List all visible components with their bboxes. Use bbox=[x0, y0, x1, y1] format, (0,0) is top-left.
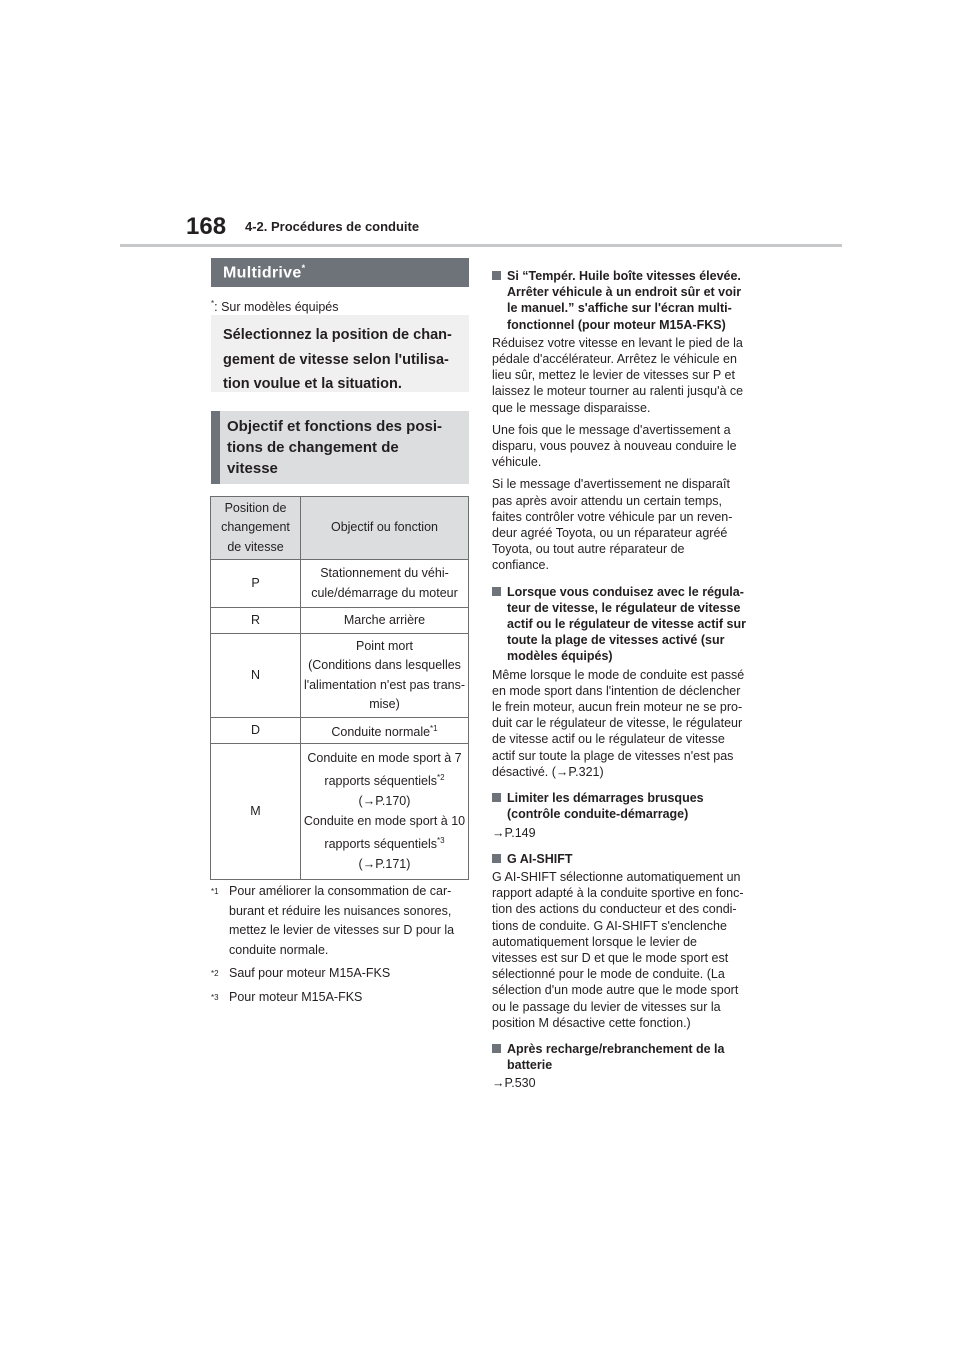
subheading-line: Après recharge/rebranchement de la bbox=[507, 1041, 725, 1056]
header-position-line: de vitesse bbox=[227, 539, 284, 554]
table-row bbox=[211, 744, 469, 880]
page-ref: (→P.171) bbox=[358, 856, 411, 871]
subheading-line: fonctionnel (pour moteur M15A-FKS) bbox=[507, 317, 726, 332]
text-line: laissez le moteur tourner au ralenti jusqu'à ce bbox=[492, 384, 744, 399]
table-row bbox=[211, 608, 469, 634]
subheading-oil-temp bbox=[492, 268, 750, 333]
function-line: cule/démarrage du moteur bbox=[311, 585, 458, 600]
footnote-ref: *1 bbox=[430, 723, 438, 733]
function-cell bbox=[301, 560, 469, 608]
subheading-line: G AI-SHIFT bbox=[507, 851, 573, 866]
text-line: lieu sûr, mettez le levier de vitesses sur P et bbox=[492, 368, 735, 383]
footnote-ref: *3 bbox=[437, 836, 445, 845]
intro-box bbox=[211, 315, 469, 392]
footnote-line: Sauf pour moteur M15A-FKS bbox=[229, 966, 391, 980]
text-line: actif sur toute la plage de vitesses n'est pas bbox=[492, 748, 734, 763]
function-cell bbox=[301, 718, 469, 744]
function-line: l'alimentation n'est pas trans- bbox=[303, 677, 466, 692]
function-line: Stationnement du véhi- bbox=[320, 566, 449, 580]
function-line: mise) bbox=[369, 697, 400, 711]
text-line: Toyota, ou tout autre réparateur de bbox=[492, 542, 685, 557]
footnote-line: mettez le levier de vitesses sur D pour la bbox=[229, 923, 455, 937]
footnote-line: conduite normale. bbox=[229, 942, 329, 957]
text-line: vitesses est sur D et que le mode sport est bbox=[492, 950, 729, 965]
page-number: 168 bbox=[186, 213, 227, 240]
position-cell: M bbox=[211, 744, 301, 880]
footnote bbox=[211, 988, 469, 1008]
text-line: position M désactive cette fonction.) bbox=[492, 1015, 691, 1030]
position-cell: R bbox=[211, 608, 301, 634]
footnote-line: Pour améliorer la consommation de car- bbox=[229, 884, 452, 898]
table-row bbox=[211, 634, 469, 718]
function-line bbox=[303, 831, 466, 855]
footnote-line: Pour moteur M15A-FKS bbox=[229, 989, 363, 1004]
intro-line: tion voulue et la situation. bbox=[223, 376, 402, 392]
subheading-battery bbox=[492, 1041, 750, 1073]
header-position-line: Position de bbox=[224, 500, 287, 515]
function-line bbox=[303, 768, 466, 792]
shift-position-table bbox=[210, 496, 469, 880]
subsection-line: vitesse bbox=[227, 460, 278, 477]
intro-line: Sélectionnez la position de chan- bbox=[223, 327, 452, 343]
subheading-line: teur de vitesse, le régulateur de vitesse bbox=[507, 600, 741, 615]
equip-note-text: : Sur modèles équipés bbox=[214, 300, 339, 315]
subheading-line: (contrôle conduite-démarrage) bbox=[507, 807, 689, 822]
footnote-ref: *2 bbox=[437, 773, 445, 783]
text-line: disparu, vous pouvez à nouveau conduire le bbox=[492, 439, 737, 454]
position-cell: P bbox=[211, 560, 301, 608]
text-line: confiance. bbox=[492, 558, 549, 573]
function-text: Conduite normale bbox=[331, 724, 431, 739]
text-line: tions de conduite. G AI-SHIFT s'enclenche bbox=[492, 918, 727, 933]
paragraph bbox=[492, 422, 750, 471]
subheading-line: modèles équipés) bbox=[507, 649, 613, 664]
table-row bbox=[211, 718, 469, 744]
subheading-line: Limiter les démarrages brusques bbox=[507, 791, 704, 806]
header-function: Objectif ou fonction bbox=[301, 497, 469, 560]
subheading-cruise-control bbox=[492, 584, 750, 665]
main-heading-text: Multidrive bbox=[223, 264, 302, 282]
subheading-line: batterie bbox=[507, 1058, 553, 1073]
square-bullet-icon bbox=[492, 793, 501, 802]
position-cell: D bbox=[211, 718, 301, 744]
text-line: tion des actions du conducteur et des condi- bbox=[492, 902, 737, 917]
right-column bbox=[492, 268, 750, 1098]
function-cell: Marche arrière bbox=[301, 608, 469, 634]
table-header-row bbox=[211, 497, 469, 560]
text-line: pas après avoir attendu un certain temps, bbox=[492, 493, 722, 508]
text-line: Réduisez votre vitesse en levant le pied de la bbox=[492, 335, 743, 350]
main-heading-mark: * bbox=[301, 263, 306, 273]
subheading-line: Si “Tempér. Huile boîte vitesses élevée. bbox=[507, 269, 741, 283]
function-text: rapports séquentiels bbox=[324, 774, 437, 789]
footnote bbox=[211, 882, 469, 960]
main-heading bbox=[211, 258, 469, 287]
text-line: pédale d'accélérateur. Arrêtez le véhicule en bbox=[492, 352, 737, 367]
square-bullet-icon bbox=[492, 854, 501, 863]
function-text: rapports séquentiels bbox=[324, 837, 437, 852]
text-line: véhicule. bbox=[492, 455, 542, 470]
page-ref: (→P.170) bbox=[358, 794, 411, 808]
text-line: le frein moteur, aucun frein moteur ne se pro- bbox=[492, 700, 743, 715]
square-bullet-icon bbox=[492, 271, 501, 280]
text-line: rapport adapté à la conduite sportive en fonc- bbox=[492, 886, 744, 901]
text-line: G AI-SHIFT sélectionne automatiquement un bbox=[492, 869, 741, 884]
table-row bbox=[211, 560, 469, 608]
text-line: désactivé. (→P.321) bbox=[492, 764, 604, 779]
function-line: Conduite en mode sport à 7 bbox=[307, 750, 462, 765]
footnote-mark: *2 bbox=[211, 969, 219, 978]
header-rule bbox=[120, 244, 842, 247]
text-line: de vitesse actif ou le régulateur de vitesse bbox=[492, 732, 725, 747]
subsection-heading bbox=[211, 411, 469, 484]
footnote bbox=[211, 964, 469, 984]
subheading-line: le manuel.” s'affiche sur l'écran multi- bbox=[507, 301, 732, 316]
page-ref: →P.149 bbox=[492, 825, 536, 840]
subheading-line: Arrêter véhicule à un endroit sûr et voir bbox=[507, 285, 742, 300]
position-cell: N bbox=[211, 634, 301, 718]
text-line: sélectionné pour le mode de conduite. (La bbox=[492, 967, 725, 982]
subsection-line: Objectif et fonctions des posi- bbox=[227, 418, 443, 435]
paragraph bbox=[492, 476, 750, 573]
header-position bbox=[211, 497, 301, 560]
page-ref: →P.530 bbox=[492, 1076, 536, 1091]
text-line: faites contrôler votre véhicule par un reven- bbox=[492, 509, 733, 524]
text-line: Une fois que le message d'avertissement a bbox=[492, 422, 731, 437]
subheading-line: Lorsque vous conduisez avec le régula- bbox=[507, 584, 744, 599]
equip-note-mark: * bbox=[211, 299, 215, 308]
text-line: que le message disparaisse. bbox=[492, 400, 651, 415]
paragraph bbox=[492, 667, 750, 780]
paragraph bbox=[492, 869, 750, 1031]
text-line: duit car le régulateur de vitesse, le régulateur bbox=[492, 716, 743, 731]
section-title: 4-2. Procédures de conduite bbox=[245, 219, 420, 234]
text-line: automatiquement lorsque le levier de bbox=[492, 934, 697, 949]
intro-line: gement de vitesse selon l'utilisa- bbox=[223, 351, 449, 368]
text-line: deur agréé Toyota, ou un réparateur agréé bbox=[492, 526, 728, 541]
text-line: ou le passage du levier de vitesses sur la bbox=[492, 999, 721, 1014]
square-bullet-icon bbox=[492, 587, 501, 596]
table-footnotes bbox=[211, 882, 469, 1011]
footnote-mark: *3 bbox=[211, 992, 219, 1002]
function-line: Point mort bbox=[356, 638, 413, 653]
text-line: Si le message d'avertissement ne disparaît bbox=[492, 477, 730, 492]
subheading-g-ai-shift bbox=[492, 851, 750, 867]
square-bullet-icon bbox=[492, 1044, 501, 1053]
subheading-launch-control bbox=[492, 790, 750, 822]
text-line: Même lorsque le mode de conduite est passé bbox=[492, 667, 745, 682]
function-cell bbox=[301, 744, 469, 880]
text-line: sélection d'un mode autre que le mode sport bbox=[492, 983, 739, 998]
text-line: en mode sport dans l'intention de déclencher bbox=[492, 683, 741, 698]
header-position-line: changement bbox=[221, 520, 290, 535]
paragraph bbox=[492, 335, 750, 416]
equip-note bbox=[211, 299, 339, 314]
function-cell bbox=[301, 634, 469, 718]
footnote-line: burant et réduire les nuisances sonores, bbox=[229, 903, 452, 918]
subsection-line: tions de changement de bbox=[227, 439, 399, 456]
function-line: Conduite en mode sport à 10 bbox=[303, 813, 466, 828]
function-line: (Conditions dans lesquelles bbox=[308, 658, 461, 672]
subheading-line: toute la plage de vitesses activé (sur bbox=[507, 633, 725, 648]
footnote-mark: *1 bbox=[211, 887, 219, 896]
subheading-line: actif ou le régulateur de vitesse actif sur bbox=[507, 617, 746, 632]
